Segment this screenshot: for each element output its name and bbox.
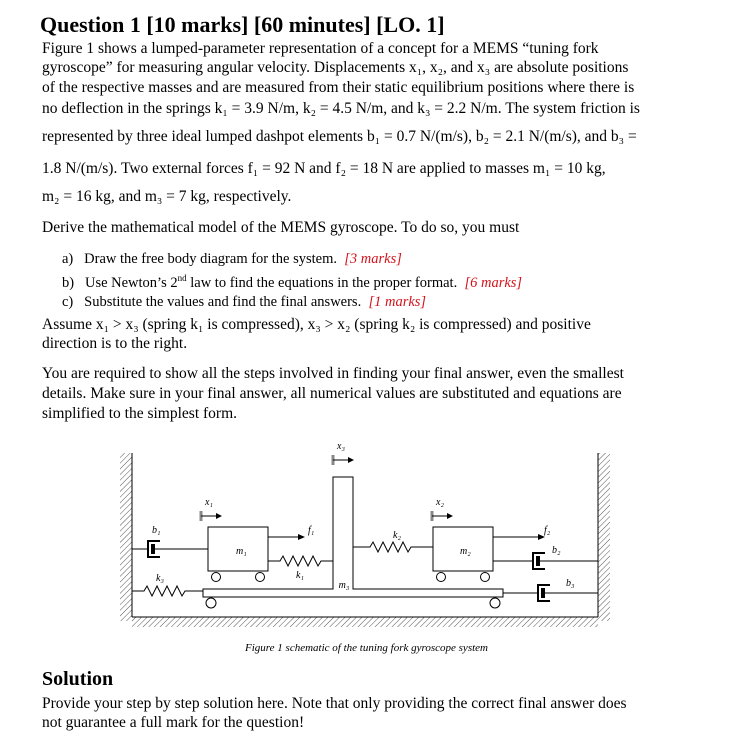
m3-wheel-left: [206, 598, 216, 608]
assume-line-2: direction is to the right.: [42, 335, 188, 352]
svg-text:x₃: x₃: [337, 441, 345, 452]
svg-text:k₃: k₃: [156, 573, 164, 584]
svg-text:b₃: b₃: [566, 578, 575, 589]
svg-text:x₂: x₂: [436, 497, 444, 508]
left-wall: [120, 453, 132, 621]
svg-text:x₁: x₁: [205, 497, 213, 508]
solution-heading: Solution: [42, 668, 114, 690]
label-m2: m₂: [460, 546, 471, 557]
right-wall: [598, 453, 610, 621]
figure-caption: Figure 1 schematic of the tuning fork gyroscope system: [245, 642, 488, 654]
svg-text:f₁: f₁: [308, 525, 315, 536]
x3-marker: [333, 441, 354, 465]
x1-marker: [201, 497, 222, 521]
dashpot-b3: [503, 578, 598, 601]
tuning-fork-schematic: [108, 441, 628, 641]
force-f1-arrow: [268, 525, 314, 540]
spring-k3: [132, 573, 203, 596]
svg-text:b₁: b₁: [152, 525, 161, 536]
intro-line-1: Figure 1 shows a lumped-parameter representation of a concept for a MEMS “tuning fork: [42, 40, 599, 57]
task-b: b) Use Newton’s 2nd law to find the equations in the proper format. [6 marks]: [62, 273, 523, 291]
m1-wheel-left: [212, 573, 221, 582]
solution-line-1: Provide your step by step solution here. Note that only providing the correct final answer does: [42, 695, 627, 712]
required-line-2: details. Make sure in your final answer, all numerical values are substituted and equations are: [42, 385, 622, 402]
svg-text:k₁: k₁: [296, 570, 304, 581]
label-m3: m₃: [338, 580, 350, 591]
m2-wheel-right: [481, 573, 490, 582]
svg-text:k₂: k₂: [393, 530, 401, 541]
solution-line-2: not guarantee a full mark for the question!: [42, 714, 305, 731]
intro-line-6: 1.8 N/(m/s). Two external forces f₁ = 92 N and f₂ = 18 N are applied to masses m₁ = 10 kg,: [42, 160, 606, 177]
spring-k2: [353, 530, 433, 552]
task-c: c) Substitute the values and find the final answers. [1 marks]: [62, 293, 427, 310]
x2-marker: [432, 497, 453, 521]
m3-wheel-right: [490, 598, 500, 608]
dashpot-b1: [132, 525, 208, 557]
required-line-1: You are required to show all the steps involved in finding your final answer, even the smallest: [42, 365, 624, 382]
intro-line-5: represented by three ideal lumped dashpot elements b₁ = 0.7 N/(m/s), b₂ = 2.1 N/(m/s), and b₃ =: [42, 128, 637, 145]
intro-line-4: no deflection in the springs k₁ = 3.9 N/m, k₂ = 4.5 N/m, and k₃ = 2.2 N/m. The system friction is: [42, 100, 640, 117]
label-m1: m₁: [236, 546, 247, 557]
spring-k1: [268, 556, 333, 581]
intro-line-2: gyroscope” for measuring angular velocity. Displacements x₁, x₂, and x₃ are absolute positions: [42, 59, 629, 76]
intro-line-3: of the respective masses and are measured from their static equilibrium positions where there is: [42, 79, 635, 96]
question-title: Question 1 [10 marks] [60 minutes] [LO. 1]: [40, 12, 445, 37]
dashpot-b2: [493, 545, 598, 569]
intro-line-7: m₂ = 16 kg, and m₃ = 7 kg, respectively.: [42, 188, 292, 205]
m1-wheel-right: [256, 573, 265, 582]
task-a: a) Draw the free body diagram for the system. [3 marks]: [62, 251, 402, 267]
assume-line-1: Assume x₁ > x₃ (spring k₁ is compressed), x₃ > x₂ (spring k₂ is compressed) and positive: [42, 316, 591, 333]
task-list: [62, 250, 522, 312]
derive-text: Derive the mathematical model of the MEMS gyroscope. To do so, you must: [42, 219, 520, 236]
svg-text:f₂: f₂: [544, 525, 551, 536]
svg-text:b₂: b₂: [552, 545, 561, 556]
required-line-3: simplified to the simplest form.: [42, 405, 238, 422]
m2-wheel-left: [437, 573, 446, 582]
ground: [132, 617, 598, 627]
force-f2-arrow: [493, 525, 551, 540]
